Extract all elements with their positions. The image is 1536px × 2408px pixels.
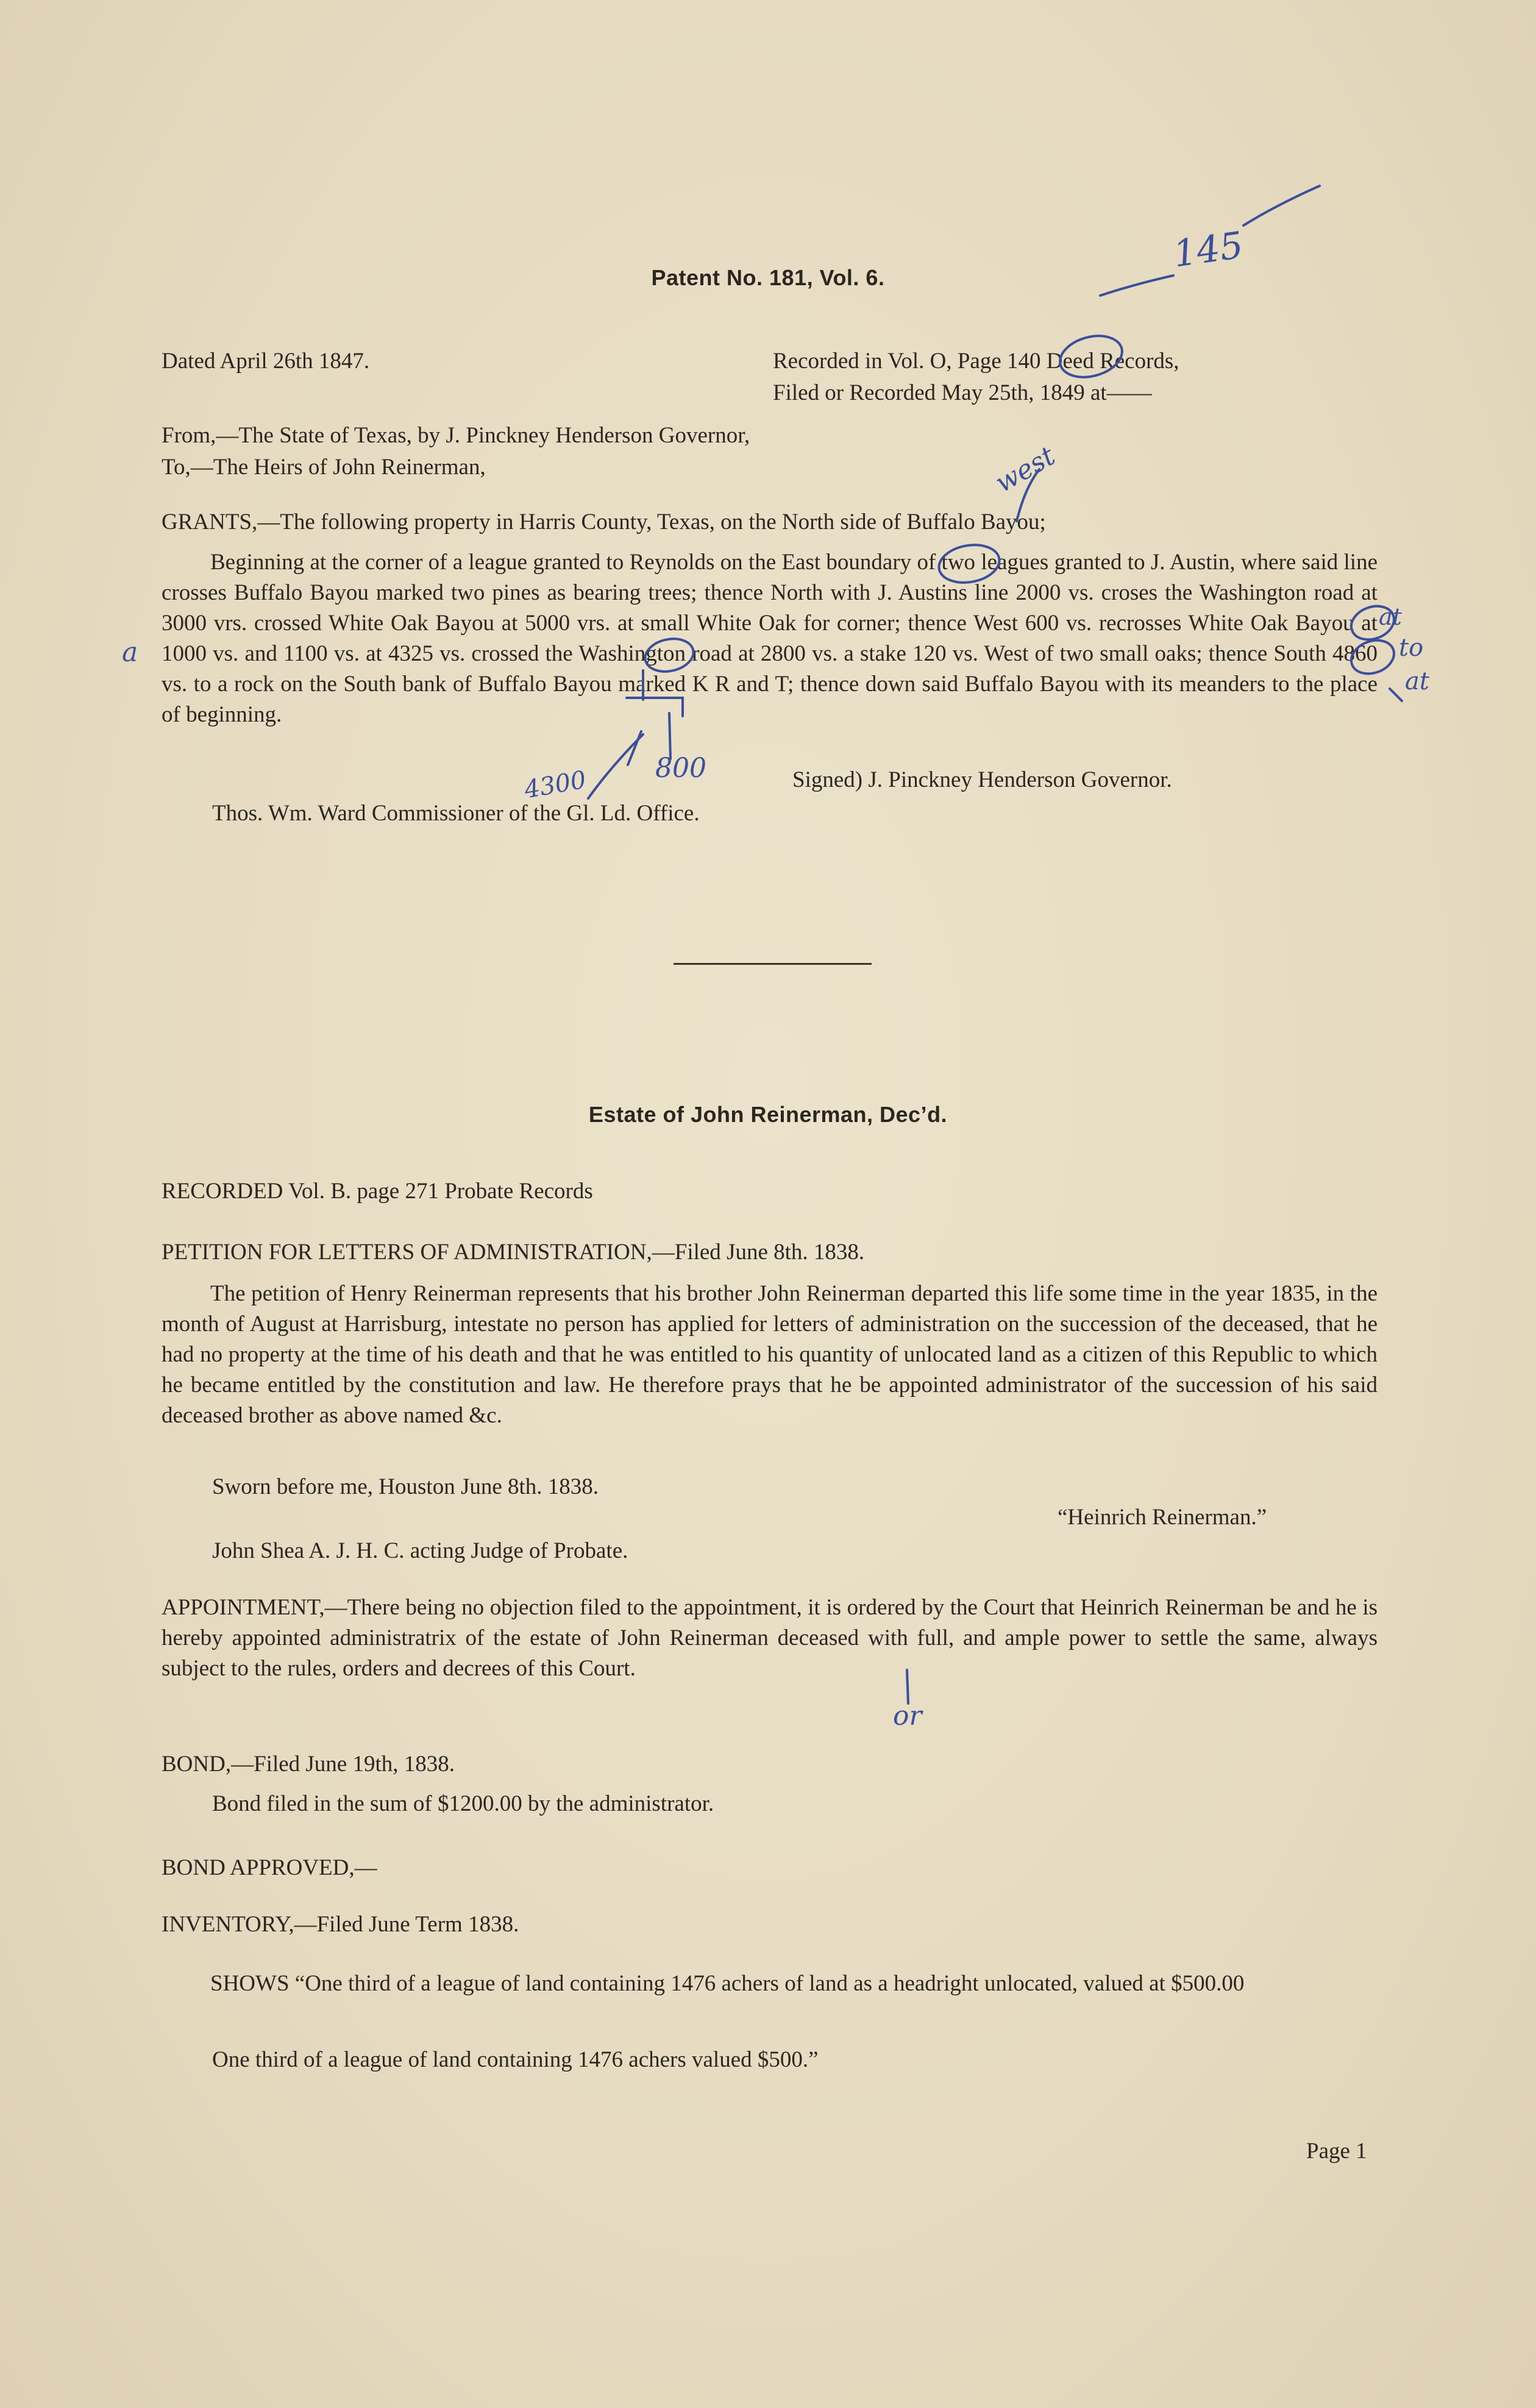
- bond-heading: BOND,—Filed June 19th, 1838.: [162, 1752, 455, 1777]
- patent-dated: Dated April 26th 1847.: [162, 349, 370, 374]
- annotation-to: to: [1399, 634, 1424, 662]
- patent-signed: Signed) J. Pinckney Henderson Governor.: [792, 767, 1172, 792]
- pen-circle: [1346, 634, 1398, 679]
- patent-from: From,—The State of Texas, by J. Pinckney Henderson Governor,: [162, 423, 750, 448]
- bond-approved: BOND APPROVED,—: [162, 1855, 377, 1880]
- pen-stroke: [1390, 689, 1402, 701]
- bond-body: Bond filed in the sum of $1200.00 by the administrator.: [212, 1791, 714, 1816]
- petitioner-signature: “Heinrich Reinerman.”: [1058, 1505, 1267, 1530]
- pen-stroke: [1243, 186, 1320, 226]
- pen-stroke: [627, 670, 683, 716]
- petition-body: The petition of Henry Reinerman represents that his brother John Reinerman departed this life some time in the year 1835, in the month of August at Harrisburg, intestate no person has applied for letters of administration on the succession of the deceased, that he had no property at the time of his death and that he was entitled to his quantity of unlocated land as a citizen of this Republic to which he became entitled by the constitution and law. He therefore prays that he be appointed administrator of the succession of his said deceased brother as above named &c.: [162, 1281, 1378, 1428]
- inventory-heading: INVENTORY,—Filed June Term 1838.: [162, 1912, 519, 1937]
- pen-circle: [1055, 330, 1126, 384]
- judge-line: John Shea A. J. H. C. acting Judge of Probate.: [212, 1538, 628, 1563]
- patent-recorded: Recorded in Vol. O, Page 140 Deed Records,: [773, 349, 1179, 374]
- page-number: Page 1: [1306, 2139, 1367, 2164]
- annotation-800: 800: [655, 753, 706, 784]
- annotation-at: at: [1379, 603, 1402, 630]
- annotation-at2: at: [1405, 667, 1429, 695]
- pen-stroke: [1100, 275, 1173, 296]
- sworn-line: Sworn before me, Houston June 8th. 1838.: [212, 1474, 599, 1499]
- patent-grants: GRANTS,—The following property in Harris County, Texas, on the North side of Buffalo Bayou;: [162, 510, 1046, 535]
- petition-heading: PETITION FOR LETTERS OF ADMINISTRATION,—Filed June 8th. 1838.: [162, 1240, 865, 1265]
- estate-recorded: RECORDED Vol. B. page 271 Probate Records: [162, 1179, 593, 1204]
- pen-circle: [936, 541, 1003, 587]
- appointment-paragraph: APPOINTMENT,—There being no objection filed to the appointment, it is ordered by the Court that Heinrich Reinerman be and he is hereby appointed administratrix of the estate of John Reinerman deceased with full, and ample power to settle the same, always subject to the rules, orders and decrees of this Court.: [162, 1595, 1378, 1681]
- annotation-or: or: [893, 1700, 922, 1731]
- inventory-second: One third of a league of land containing 1476 achers valued $500.”: [212, 2047, 819, 2072]
- pen-circle: [642, 634, 696, 675]
- annotation-4300: 4300: [522, 765, 589, 804]
- pen-stroke: [907, 1670, 908, 1703]
- patent-title: Patent No. 181, Vol. 6.: [651, 265, 885, 290]
- patent-to: To,—The Heirs of John Reinerman,: [162, 455, 486, 480]
- estate-title: Estate of John Reinerman, Dec’d.: [588, 1102, 948, 1127]
- patent-filed: Filed or Recorded May 25th, 1849 at——: [773, 380, 1152, 405]
- inventory-shows: SHOWS “One third of a league of land containing 1476 achers of land as a headright unlocated, valued at $500.00: [210, 1971, 1245, 1996]
- annotation-west: west: [990, 440, 1061, 499]
- patent-description: Beginning at the corner of a league granted to Reynolds on the East boundary of two leagues granted to J. Austin, where said line crosses Buffalo Bayou marked two pines as bearing trees; thence North with J. Austins line 2000 vs. croses the Washington road at 3000 vrs. crossed White Oak Bayou at 5000 vrs. at small White Oak for corner; thence West 600 vs. recrosses White Oak Bayou at 1000 vs. and 1100 vs. at 4325 vs. crossed the Washington road at 2800 vs. a stake 120 vs. West of two small oaks; thence South 4860 vs. to a rock on the South bank of Buffalo Bayou marked K R and T; thence down said Buffalo Bayou with its meanders to the place of beginning.: [162, 550, 1378, 727]
- pen-stroke: [588, 734, 643, 798]
- annotation-145: 145: [1170, 224, 1246, 276]
- annotation-a: a: [122, 637, 138, 668]
- patent-commissioner: Thos. Wm. Ward Commissioner of the Gl. Ld. Office.: [212, 801, 700, 826]
- pen-stroke: [669, 713, 670, 759]
